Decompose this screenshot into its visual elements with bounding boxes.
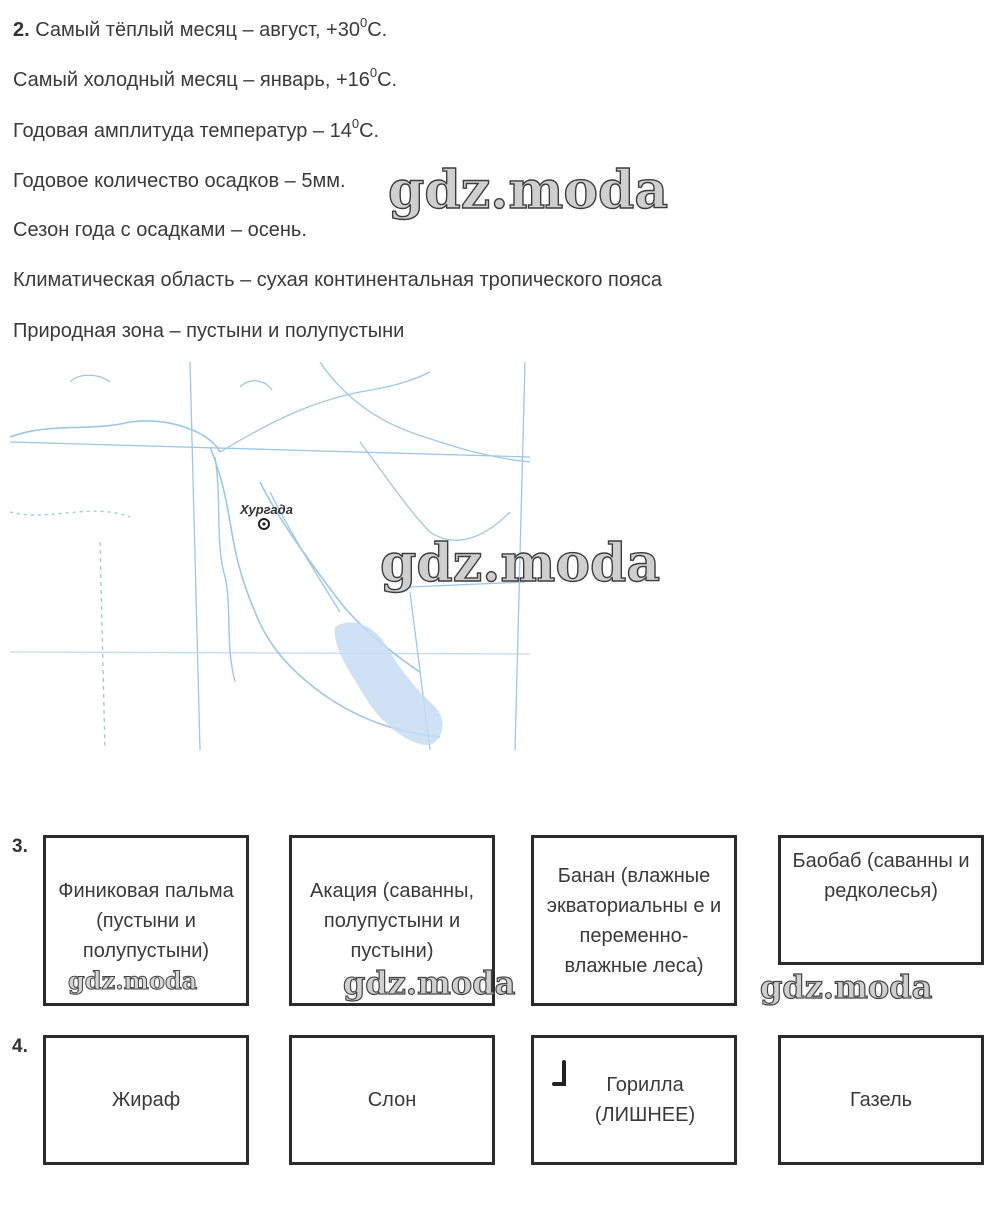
watermark-card-2: gdz.moda (343, 964, 516, 1002)
card-text: Слон (367, 1089, 417, 1111)
watermark-card-4: gdz.moda (760, 968, 933, 1006)
amplitude-text: Годовая амплитуда температур – 14 (13, 120, 352, 142)
watermark-map: gdz.moda (380, 533, 661, 594)
task2-line-precipitation: Годовое количество осадков – 5мм. (13, 170, 346, 192)
card-text: Баобаб (саванны и редколесья) (792, 850, 970, 902)
checkmark-icon (550, 1060, 572, 1092)
unit-text: C. (367, 19, 388, 41)
task3-card-3 (531, 835, 737, 1006)
warmest-month-text: Самый тёплый месяц – август, +30 (35, 19, 360, 41)
task3-card-4 (778, 835, 984, 965)
task4-card-4 (778, 1035, 984, 1165)
task2-line-warmest-month (13, 15, 388, 42)
task2-line-coldest-month (13, 65, 398, 92)
city-label: Хургада (240, 502, 293, 517)
coldest-month-text: Самый холодный месяц – январь, +16 (13, 69, 370, 91)
task4-card-2 (289, 1035, 495, 1165)
card-text: Финиковая пальма (пустыни и полупустыни) (58, 879, 234, 962)
unit-text: C. (377, 69, 398, 91)
task3-number: 3. (12, 836, 28, 857)
unit-text: C. (359, 120, 380, 142)
task2-number: 2. (13, 19, 30, 41)
task2-line-amplitude (13, 116, 380, 143)
degree-sup: 0 (351, 116, 360, 131)
card-text: Горилла (ЛИШНЕЕ) (594, 1074, 696, 1126)
watermark-top: gdz.moda (388, 160, 669, 221)
degree-sup: 0 (359, 15, 368, 30)
watermark-card-1: gdz.moda (68, 966, 198, 995)
card-text: Банан (влажные экваториальны е и переменно-влажные леса) (546, 864, 722, 977)
task4-number: 4. (12, 1036, 28, 1057)
task2-line-climate: Климатическая область – сухая континентальная тропического пояса (13, 269, 662, 291)
card-text: Жираф (111, 1089, 181, 1111)
degree-sup: 0 (369, 65, 378, 80)
task4-card-1 (43, 1035, 249, 1165)
task4-card-3 (531, 1035, 737, 1165)
task2-line-season: Сезон года с осадками – осень. (13, 219, 307, 241)
task2-line-zone: Природная зона – пустыни и полупустыни (13, 320, 405, 342)
card-text: Газель (849, 1089, 913, 1111)
card-text: Акация (саванны, полупустыни и пустыни) (310, 879, 474, 962)
